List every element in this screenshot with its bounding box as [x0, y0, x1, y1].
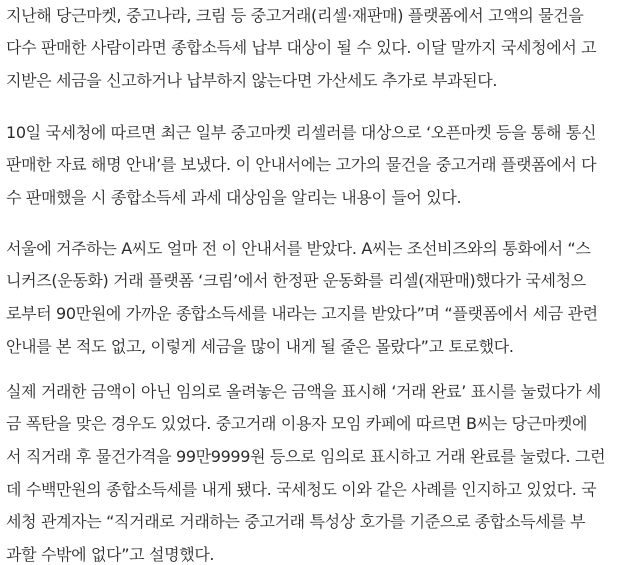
paragraph-line: 금 폭탄을 맞은 경우도 있었다. 중고거래 이용자 모임 카페에 따르면 B씨는 당근마켓에: [6, 414, 588, 433]
paragraph-line: 실제 거래한 금액이 아닌 임의로 올려놓은 금액을 표시해 ‘거래 완료’ 표시를 눌렀다가 세: [6, 382, 602, 401]
paragraph-line: 지난해 당근마켓, 중고나라, 크림 등 중고거래(리셀·재판매) 플랫폼에서 고액의 물건을: [6, 6, 584, 25]
paragraph-line: 판매한 자료 해명 안내’를 보냈다. 이 안내서에는 고가의 물건을 중고거래 플랫폼에서 다: [6, 155, 597, 174]
paragraph-line: 과할 수밖에 없다”고 설명했다.: [6, 545, 215, 564]
paragraph-line: 니커즈(운동화) 거래 플랫폼 ‘크림’에서 한정판 운동화를 리셀(재판매)했다가 국세청으: [6, 271, 586, 290]
paragraph-line: 서 직거래 후 물건가격을 99만9999원 등으로 임의로 표시하고 거래 완료를 눌렀다. 그런: [6, 447, 606, 466]
paragraph-line: 세청 관계자는 “직거래로 거래하는 중고거래 특성상 호가를 기준으로 종합소득세를 부: [6, 512, 586, 531]
paragraph-line: 안내를 본 적도 없고, 이렇게 세금을 많이 내게 될 줄은 몰랐다”고 토로했다.: [6, 337, 514, 356]
paragraph-line: 수 판매했을 시 종합소득세 과세 대상임을 알리는 내용이 들어 있다.: [6, 188, 462, 207]
paragraph-line: 서울에 거주하는 A씨도 얼마 전 이 안내서를 받았다. A씨는 조선비즈와의 통화에서 “스: [6, 239, 591, 258]
paragraph-line: 데 수백만원의 종합소득세를 내게 됐다. 국세청도 이와 같은 사례를 인지하고 있었다. 국: [6, 480, 597, 499]
paragraph-line: 지받은 세금을 신고하거나 납부하지 않는다면 가산세도 추가로 부과된다.: [6, 71, 498, 90]
paragraph-line: 10일 국세청에 따르면 최근 일부 중고마켓 리셀러를 대상으로 ‘오픈마켓 등을 통해 통신: [6, 123, 597, 142]
paragraph-line: 다수 판매한 사람이라면 종합소득세 납부 대상이 될 수 있다. 이달 말까지 국세청에서 고: [6, 38, 597, 57]
paragraph-line: 로부터 90만원에 가까운 종합소득세를 내라는 고지를 받았다”며 “플랫폼에서 세금 관련: [6, 304, 598, 323]
